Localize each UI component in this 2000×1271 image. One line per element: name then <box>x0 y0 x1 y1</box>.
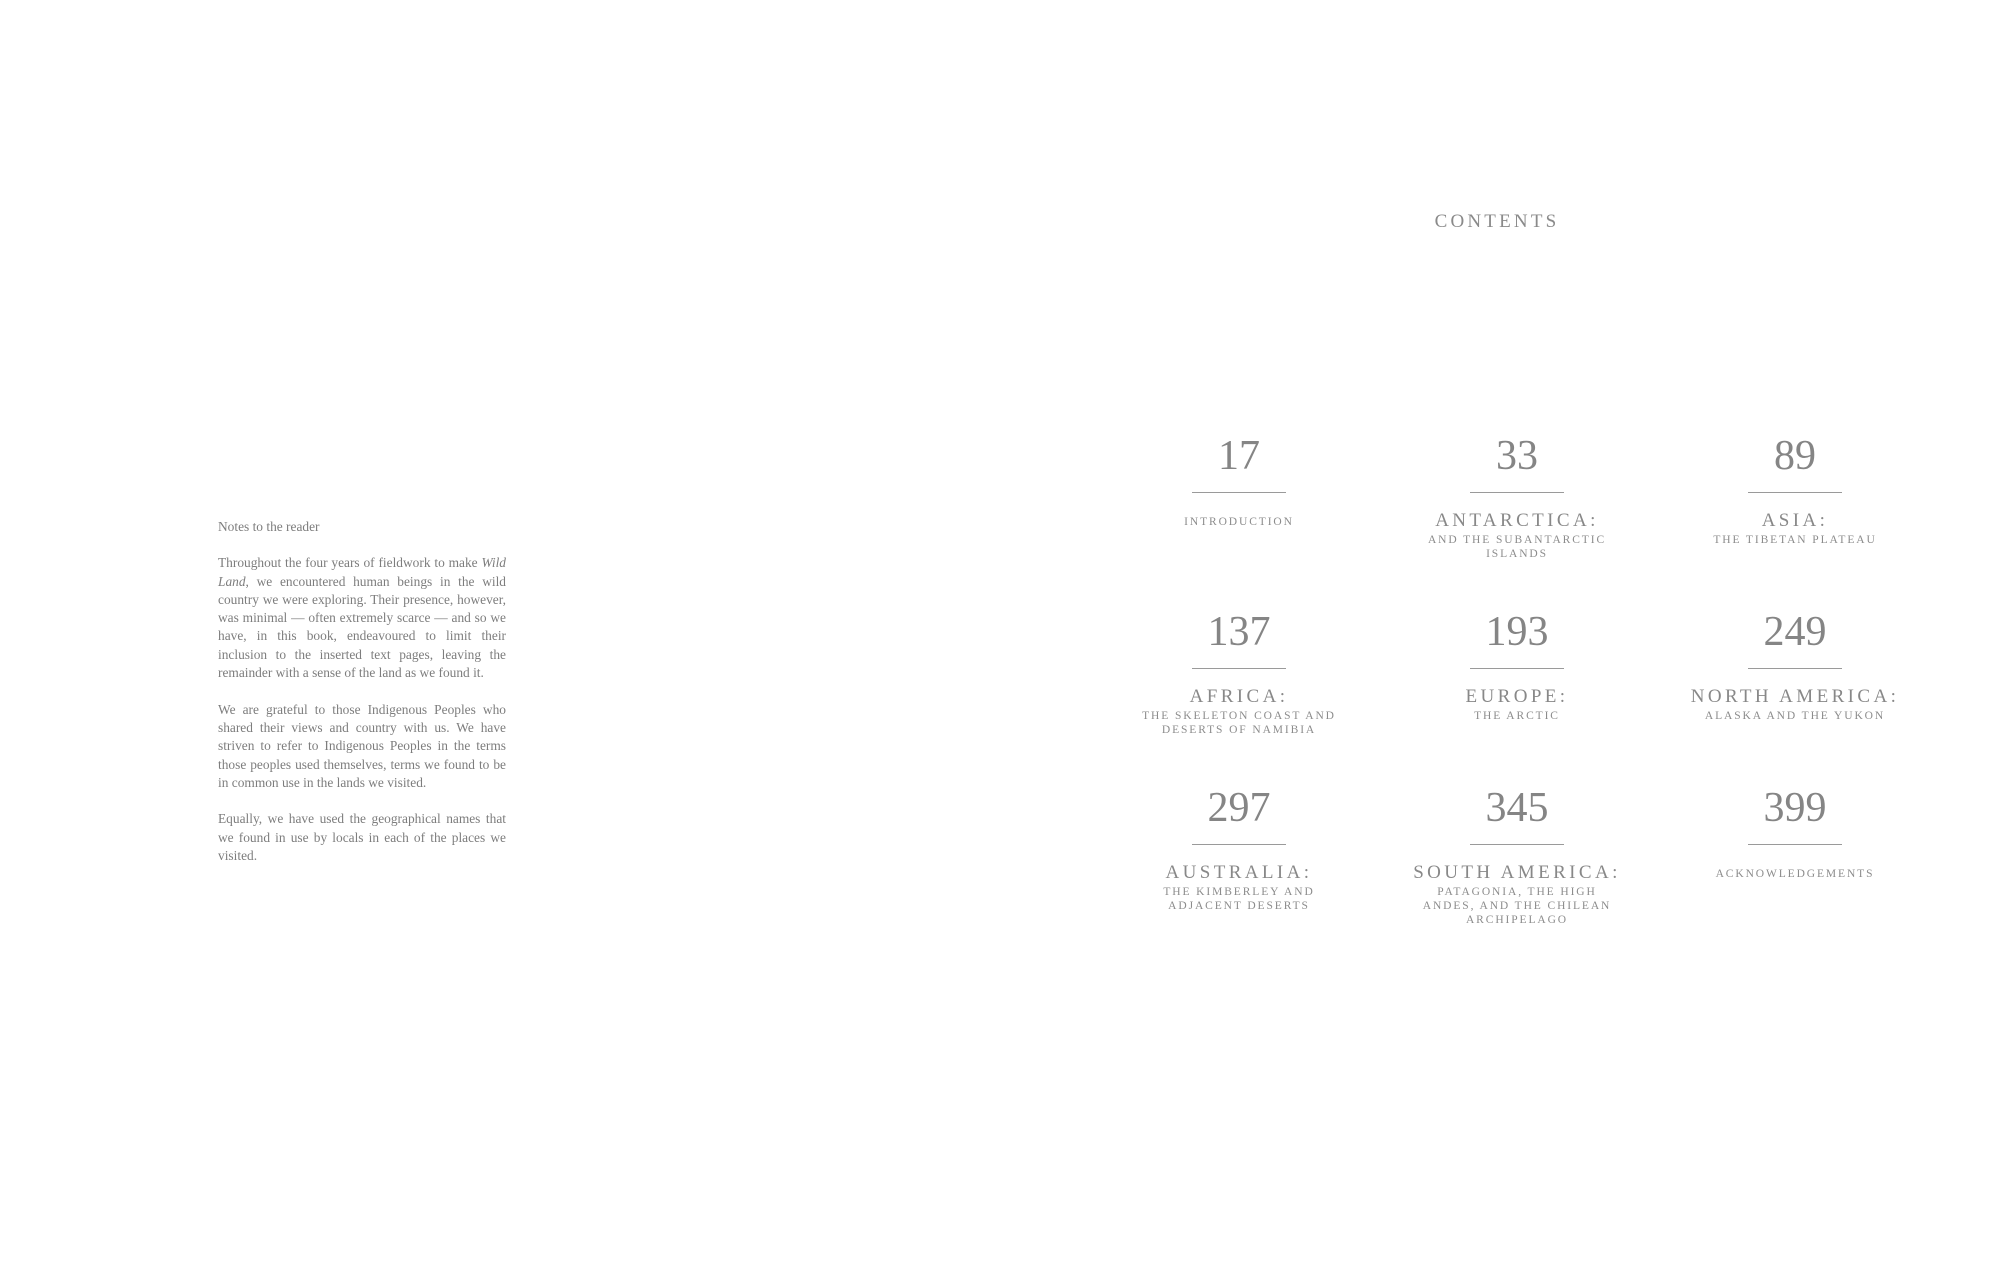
toc-subtitle: AND THE SUBANTARCTIC ISLANDS <box>1427 534 1607 560</box>
toc-page-number: 89 <box>1774 433 1816 479</box>
toc-entry[interactable] <box>1656 611 1934 787</box>
toc-page-number: 345 <box>1485 785 1549 831</box>
toc-heading: SOUTH AMERICA: <box>1413 862 1621 883</box>
notes-para1-end: , we encountered human beings in the wild country we were exploring. Their presence, however, was minimal — often extremely scarce — and so we have, in this book, endeavoured to limit their inclusion to the inserted text pages, leaving the remainder with a sense of the land as we found it. <box>218 573 506 681</box>
toc-entry[interactable] <box>1656 787 1934 963</box>
notes-paragraph-2: We are grateful to those Indigenous Peoples who shared their views and country with us. We have striven to refer to Indigenous Peoples in the terms those peoples used themselves, terms we found to be in common use in the lands we visited. <box>218 701 506 790</box>
toc-heading: EUROPE: <box>1465 686 1569 707</box>
toc-subtitle: INTRODUCTION <box>1184 516 1294 528</box>
toc-divider <box>1192 844 1286 845</box>
toc-heading: AFRICA: <box>1189 686 1289 707</box>
toc-entry[interactable] <box>1656 435 1934 611</box>
toc-divider <box>1192 668 1286 669</box>
toc-divider <box>1470 844 1564 845</box>
notes-paragraph-3: Equally, we have used the geographical names that we found in use by locals in each of the places we visited. <box>218 811 506 864</box>
toc-page-number: 17 <box>1218 433 1260 479</box>
toc-entry[interactable] <box>1378 435 1656 611</box>
notes-para1-start: Throughout the four years of fieldwork to make <box>218 555 482 571</box>
toc-heading: ANTARCTICA: <box>1435 510 1599 531</box>
toc-page-number: 33 <box>1496 433 1538 479</box>
toc-divider <box>1192 492 1286 493</box>
toc-heading: NORTH AMERICA: <box>1690 686 1900 707</box>
toc-heading: AUSTRALIA: <box>1165 862 1313 883</box>
toc-subtitle: PATAGONIA, THE HIGH ANDES, AND THE CHILEAN ARCHIPELAGO <box>1422 886 1612 926</box>
toc-page-number: 399 <box>1763 785 1827 831</box>
toc-subtitle: ACKNOWLEDGEMENTS <box>1715 868 1875 880</box>
contents-title: CONTENTS <box>1434 211 1560 232</box>
toc-heading: ASIA: <box>1761 510 1829 531</box>
toc-entry[interactable] <box>1100 611 1378 787</box>
toc-subtitle: THE SKELETON COAST AND DESERTS OF NAMIBIA <box>1142 710 1336 736</box>
notes-book-title: Wild Land <box>218 555 506 589</box>
toc-entry[interactable] <box>1378 787 1656 963</box>
toc-entry[interactable] <box>1100 435 1378 611</box>
toc-divider <box>1470 668 1564 669</box>
toc-divider <box>1470 492 1564 493</box>
toc-divider <box>1748 668 1842 669</box>
toc-divider <box>1748 492 1842 493</box>
toc-page-number: 249 <box>1763 609 1827 655</box>
toc-entry[interactable] <box>1100 787 1378 963</box>
contents-grid <box>1100 435 1900 963</box>
toc-page-number: 193 <box>1485 609 1549 655</box>
toc-page-number: 297 <box>1207 785 1271 831</box>
toc-divider <box>1748 844 1842 845</box>
notes-title: Notes to the reader <box>218 519 320 534</box>
toc-entry[interactable] <box>1378 611 1656 787</box>
notes-to-reader <box>218 518 506 884</box>
toc-subtitle: ALASKA AND THE YUKON <box>1704 710 1886 722</box>
toc-subtitle: THE TIBETAN PLATEAU <box>1713 534 1877 546</box>
toc-subtitle: THE ARCTIC <box>1474 710 1560 722</box>
toc-subtitle: THE KIMBERLEY AND ADJACENT DESERTS <box>1163 886 1315 912</box>
notes-paragraph-1 <box>218 554 506 682</box>
toc-page-number: 137 <box>1207 609 1271 655</box>
